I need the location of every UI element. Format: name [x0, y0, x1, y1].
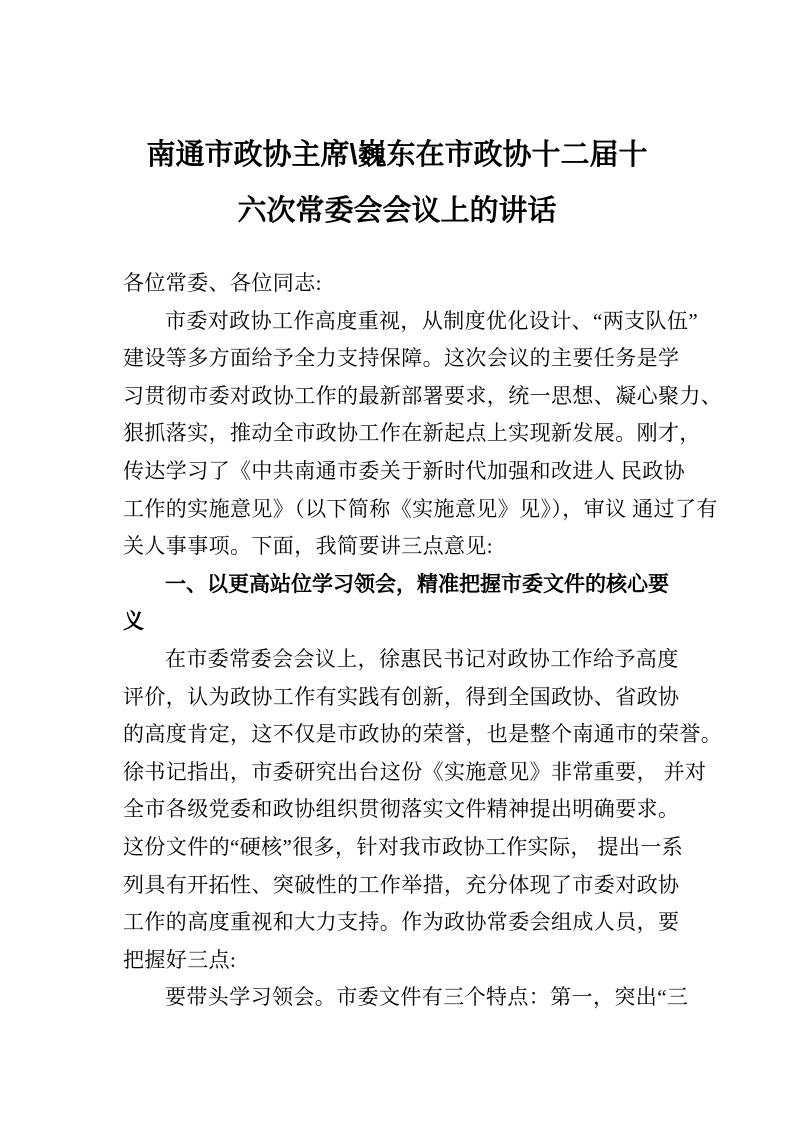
text-line: 工作的实施意见》（以下简称《实施意见》见》），审议 通过了有 — [123, 496, 718, 521]
document-body — [123, 265, 723, 1017]
text-line: 市委对政协工作高度重视，从制度优化设计、“两支队伍” — [165, 308, 699, 333]
salutation-line: 各位常委、各位同志: — [123, 271, 322, 295]
text-line: 要带头学习领会。市委文件有三个特点：第一，突出“三 — [165, 985, 689, 1010]
text-line: 列具有开拓性、突破性的工作举措，充分体现了市委对政协 — [123, 872, 680, 897]
title-line-1: 南通市政协主席\巍东在市政协十二届十 — [146, 139, 648, 171]
text-line: 关人事事项。下面，我简要讲三点意见: — [123, 534, 494, 559]
section-heading-line: 一、以更高站位学习领会，精准把握市委文件的核心要 — [165, 572, 669, 596]
text-line: 传达学习了《中共南通市委关于新时代加强和改进人 民政协 — [123, 458, 686, 483]
text-line: 这份文件的“硬核”很多，针对我市政协工作实际， 提出一系 — [123, 834, 684, 859]
text-line: 习贯彻市委对政协工作的最新部署要求，统一思想、凝心聚力、 — [123, 383, 723, 408]
text-line: 工作的高度重视和大力支持。作为政协常委会组成人员，要 — [123, 910, 680, 935]
text-line: 狠抓落实，推动全市政协工作在新起点上实现新发展。刚才， — [123, 421, 701, 446]
title-line-2: 六次常委会会议上的讲话 — [237, 195, 557, 227]
text-line: 评价，认为政协工作有实践有创新，得到全国政协、省政协 — [123, 684, 680, 709]
text-line: 把握好三点: — [123, 947, 237, 972]
text-line: 徐书记指出，市委研究出台这份《实施意见》非常重要， 并对 — [123, 759, 707, 784]
text-line: 全市各级党委和政协组织贯彻落实文件精神提出明确要求。 — [123, 797, 680, 822]
text-line: 的高度肯定，这不仅是市政协的荣誉，也是整个南通市的荣誉。 — [123, 722, 723, 747]
section-heading-line: 义 — [123, 610, 144, 634]
document-title — [100, 127, 694, 239]
text-line: 在市委常委会会议上，徐惠民书记对政协工作给予高度 — [165, 646, 679, 671]
text-line: 建设等多方面给予全力支持保障。这次会议的主要任务是学 — [123, 346, 680, 371]
